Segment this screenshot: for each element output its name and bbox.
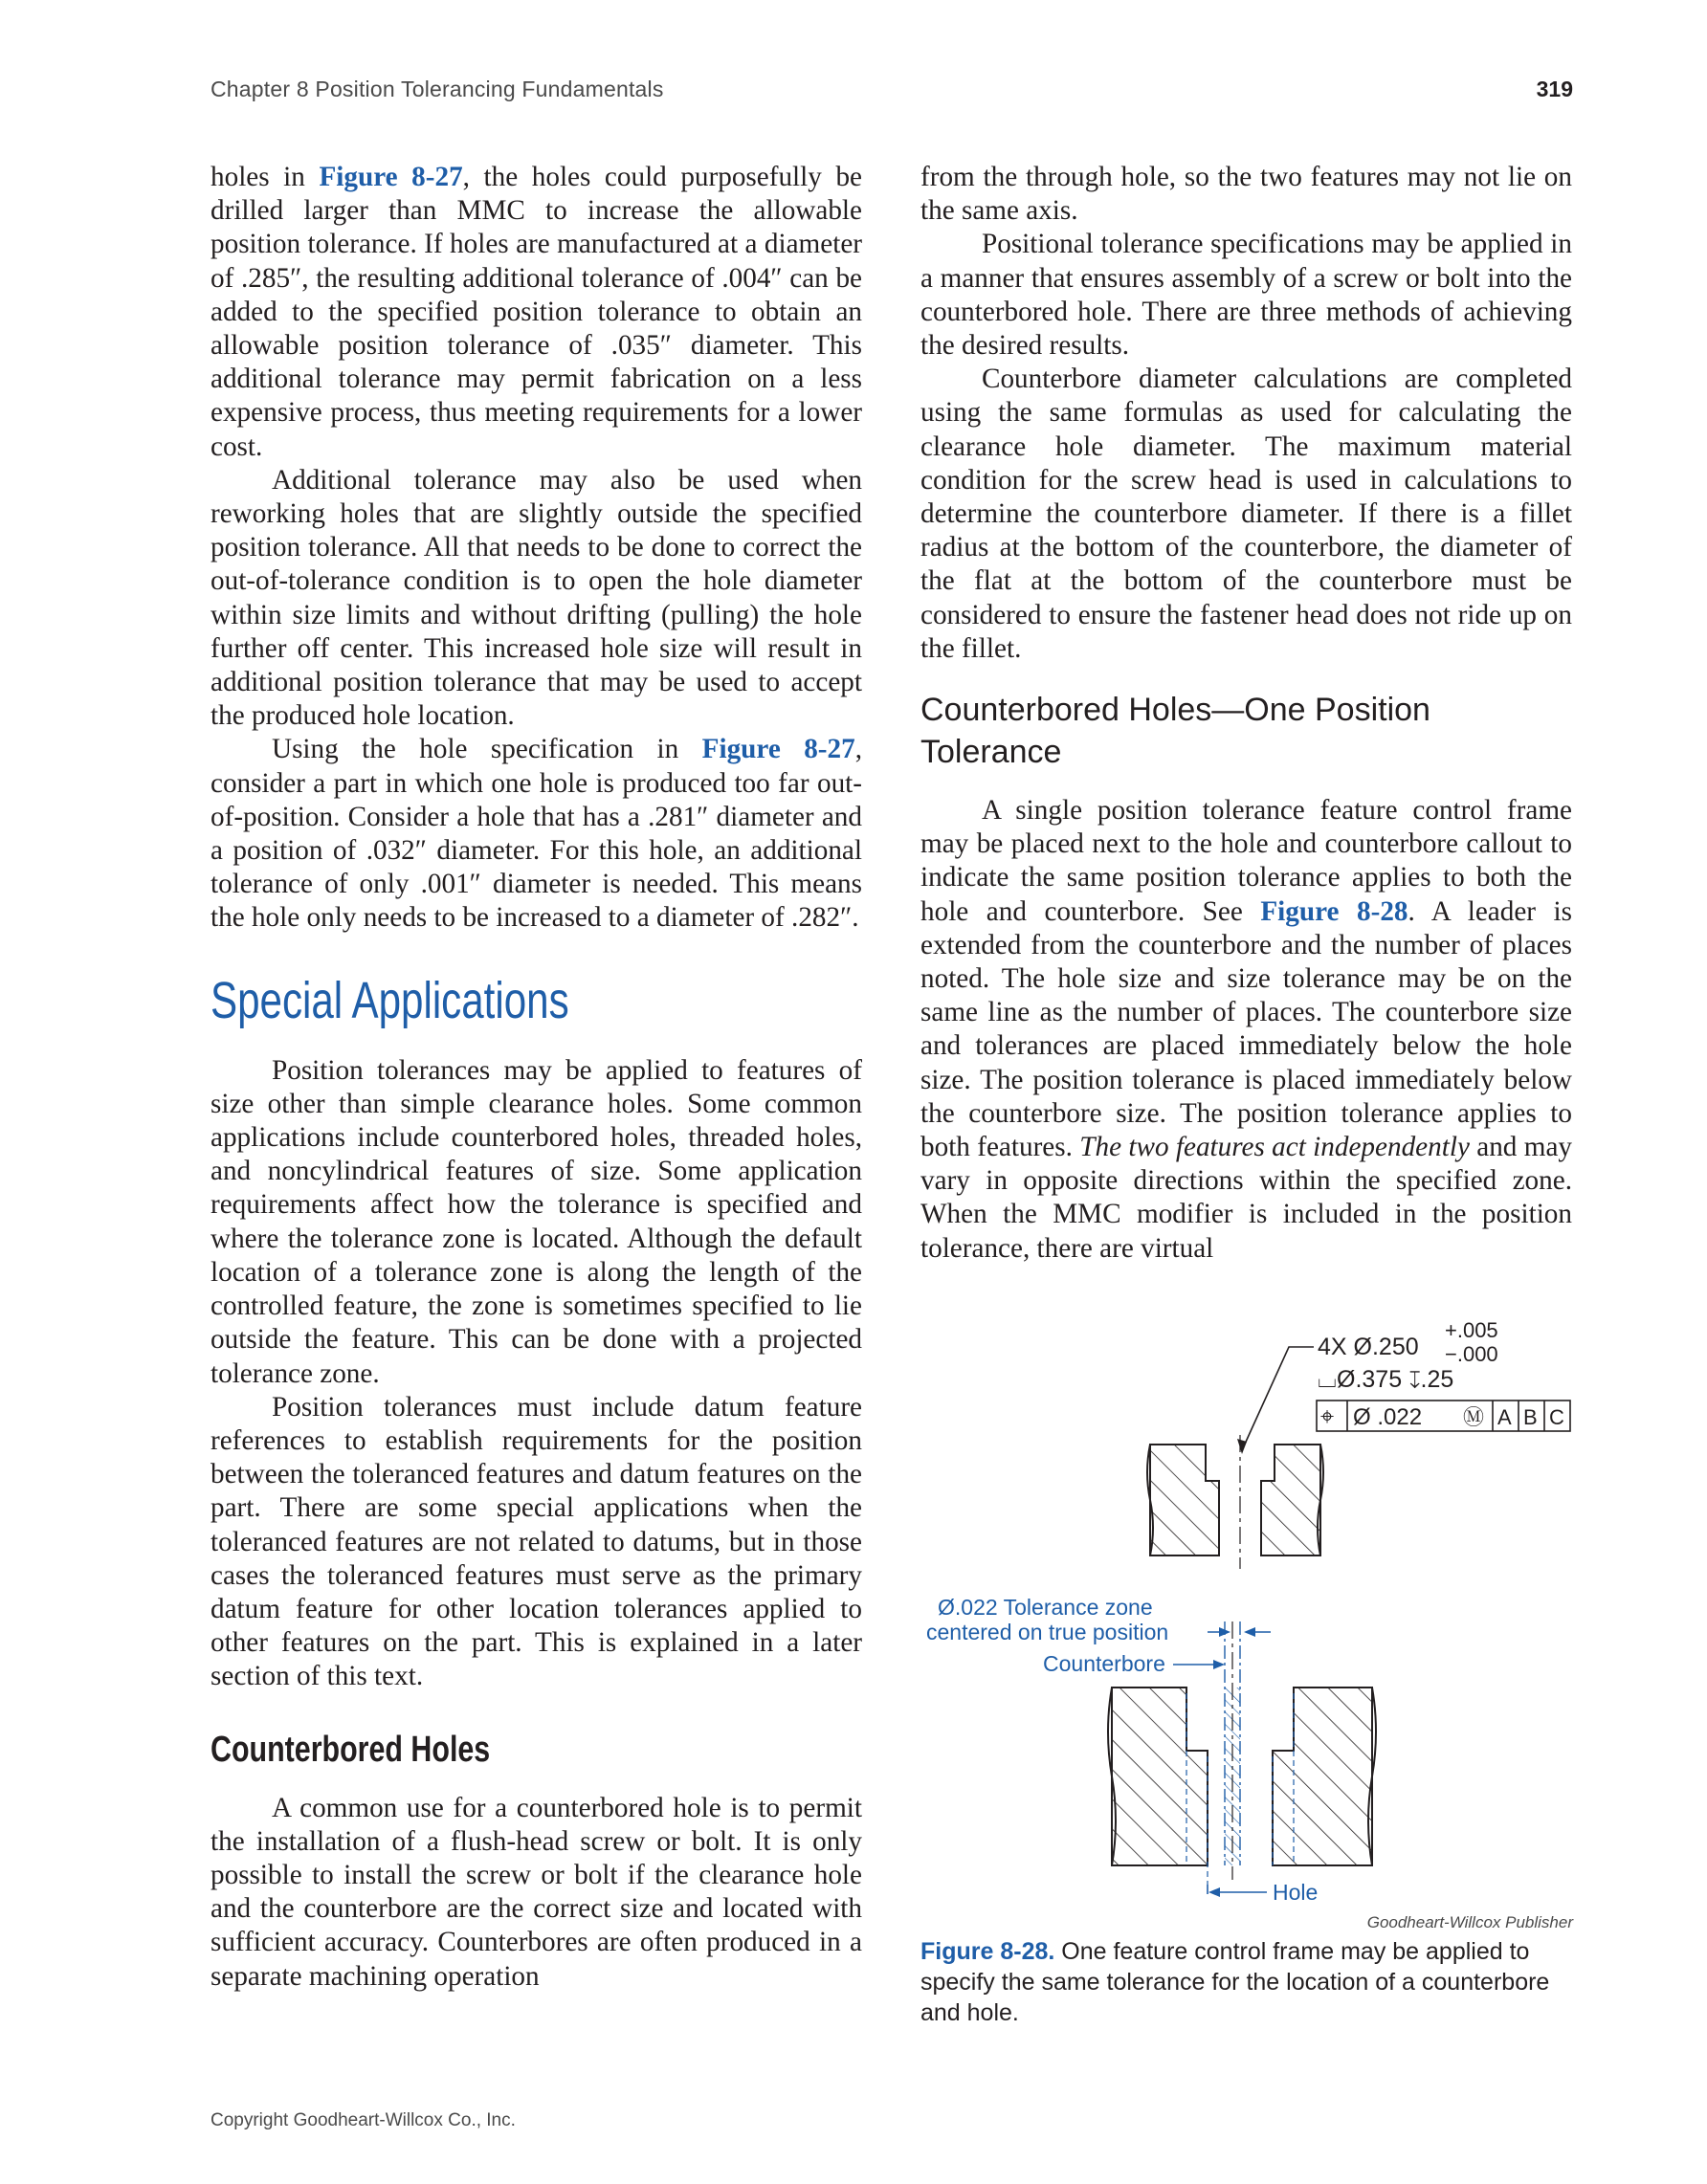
paragraph: A single position tolerance feature control frame may be placed next to the hole and counterbore callout to indicate the same position tolerance applies to both the hole and counterbore. See Figure 8-28. A leader is extended from the counterbore and the number of places noted. The hole size and size tolerance may be on the same line as the number of places. The counterbore size and tolerances are placed immediately below the hole size. The position tolerance is placed immediately below the counterbore size. The position tolerance applies to both features. The two features act independently and may vary in opposite directions within the specified zone. When the MMC modifier is included in the position tolerance, there are virtual [920, 795, 1572, 1264]
section-heading-special-applications: Special Applications [211, 971, 569, 1029]
label-tolerance-zone-2: centered on true position [926, 1620, 1169, 1644]
subsection-heading-counterbored-holes: Counterbored Holes [211, 1729, 491, 1770]
subsection-heading-one-position-tolerance: Counterbored Holes—One Position Tolerance [920, 692, 1430, 771]
caption-text: One feature control frame may be applied to specify the same tolerance for the location of a counterbore and hole. [920, 1938, 1550, 2026]
figure-reference-link[interactable]: Figure 8-27 [701, 734, 855, 765]
paragraph: from the through hole, so the two features may not lie on the same axis. [920, 162, 1572, 227]
label-hole: Hole [1273, 1880, 1319, 1905]
paragraph: Position tolerances may be applied to features of size other than simple clearance holes. Some common applications include counterbored holes, threaded holes, and noncylindrical features of size. Some application requirements affect how the tolerance is specified and where the tolerance zone is located. Although the default location of a tolerance zone is along the length of the controlled feature, the zone is sometimes specified to lie outside the feature. This can be done with a projected tolerance zone. [211, 1054, 862, 1389]
left-column [211, 161, 862, 1994]
page-number: 319 [1536, 77, 1573, 101]
figure-caption [920, 1936, 1581, 2028]
callout-counterbore: ⌴Ø.375 ↧.25 [1318, 1366, 1454, 1393]
paragraph: Additional tolerance may also be used when reworking holes that are slightly outside the specified position tolerance. All that needs to be done to correct the out-of-tolerance condition is to open the hole diameter within size limits and without drifting (pulling) the hole further off center. This increased hole size will result in additional position tolerance that may be used to accept the produced hole location. [211, 464, 862, 732]
figure-8-28 [920, 1311, 1581, 1942]
datum-b: B [1523, 1405, 1538, 1429]
mmc-modifier-icon: Ⓜ [1463, 1405, 1485, 1429]
leader-line [1242, 1347, 1314, 1450]
right-column [920, 161, 1572, 1266]
datum-c: C [1549, 1405, 1564, 1429]
running-header: Chapter 8 Position Tolerancing Fundamentals [211, 77, 664, 101]
counterbore-drawing [920, 1311, 1581, 1913]
paragraph: Position tolerances must include datum feature references to establish requirements for the position between the toleranced features and datum features on the part. There are some special applications when the toleranced features are not related to datums, but in those cases the toleranced features must serve as the primary datum feature for other location tolerances applied to other features on the part. This is explained in a later section of this text. [211, 1391, 862, 1692]
label-tolerance-zone-1: Ø.022 Tolerance zone [938, 1595, 1153, 1620]
figure-label: Figure 8-28. [920, 1938, 1055, 1965]
feature-control-frame [1317, 1401, 1570, 1431]
figure-reference-link[interactable]: Figure 8-27 [319, 162, 463, 192]
figure-reference-link[interactable]: Figure 8-28 [1260, 895, 1408, 927]
paragraph: Positional tolerance specifications may be applied in a manner that ensures assembly of a screw or bolt into the counterbored hole. There are three methods of achieving the desired results. [920, 229, 1572, 362]
callout-tol-plus: +.005 [1445, 1318, 1498, 1342]
figure-credit: Goodheart-Willcox Publisher [1366, 1913, 1573, 1931]
position-symbol-icon: ⌖ [1320, 1403, 1335, 1430]
callout-tol-minus: −.000 [1445, 1342, 1498, 1366]
paragraph: Counterbore diameter calculations are completed using the same formulas as used for calculating the clearance hole diameter. The maximum material condition for the screw head is used in calculations to determine the counterbore diameter. If there is a fillet radius at the bottom of the counterbore, the diameter of the flat at the bottom of the counterbore must be considered to ensure the fastener head does not ride up on the fillet. [920, 364, 1572, 664]
fcf-tolerance: Ø .022 [1353, 1404, 1423, 1430]
paragraph: A common use for a counterbored hole is to permit the installation of a flush-head screw or bolt. It is only possible to install the screw or bolt if the clearance hole and the counterbore are the correct size and located with sufficient accuracy. Counterbores are often produced in a separate machining operation [211, 1792, 862, 1992]
label-counterbore: Counterbore [1043, 1651, 1165, 1676]
upper-section-view [1147, 1435, 1323, 1569]
paragraph: Using the hole specification in Figure 8-27, consider a part in which one hole is produced too far out-of-position. Consider a hole that has a .281″ diameter and a position of .032″ diameter. For this hole, an additional tolerance of only .001″ diameter is needed. This means the hole only needs to be increased to a diameter of .282″. [211, 734, 862, 934]
copyright-footer: Copyright Goodheart-Willcox Co., Inc. [211, 2110, 516, 2130]
paragraph: holes in Figure 8-27, the holes could purposefully be drilled larger than MMC to increase the allowable position tolerance. If holes are manufactured at a diameter of .285″, the resulting additional tolerance of .004″ can be added to the specified position tolerance to obtain an allowable position tolerance of .035″ diameter. This additional tolerance may permit fabrication on a less expensive process, thus meeting requirements for a lower cost. [211, 162, 862, 462]
datum-a: A [1497, 1405, 1512, 1429]
callout-size: 4X Ø.250 [1318, 1334, 1419, 1360]
